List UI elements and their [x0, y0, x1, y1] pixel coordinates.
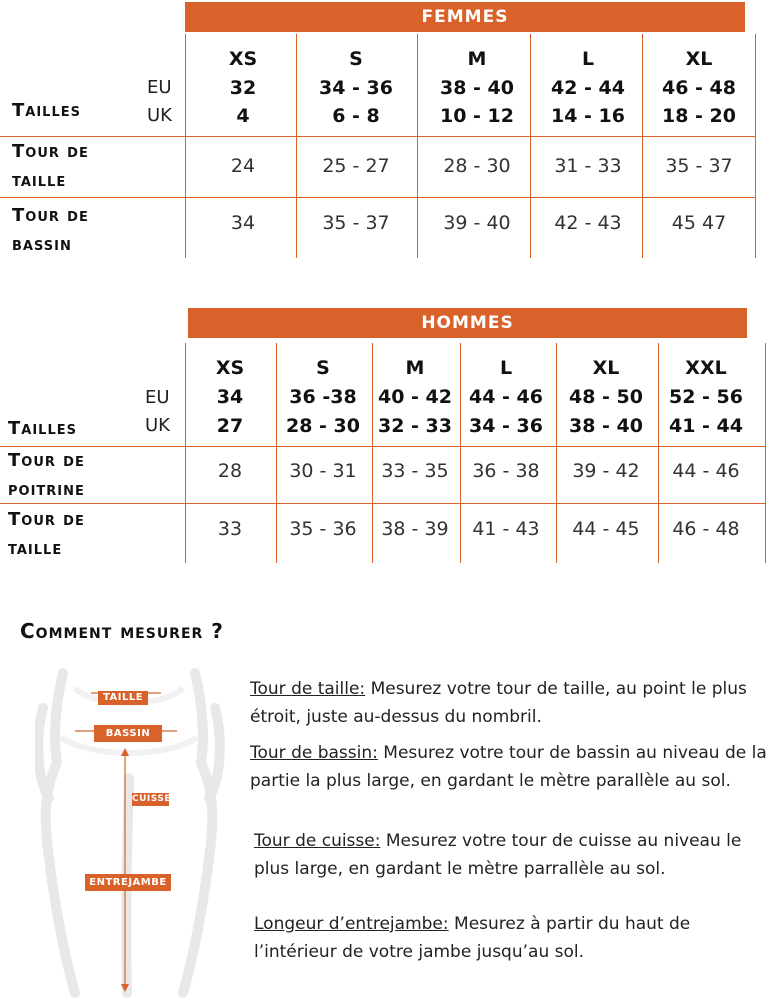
men-row2-value: 35 - 36	[289, 518, 357, 540]
women-column-divider	[530, 34, 531, 258]
women-row1-label	[12, 137, 89, 195]
men-uk-value: 34 - 36	[469, 415, 543, 437]
body-silhouette-illustration	[35, 668, 225, 998]
women-column-divider	[755, 34, 756, 258]
men-row1-value: 30 - 31	[289, 460, 357, 482]
men-row1-value: 39 - 42	[572, 460, 640, 482]
men-row2-value: 41 - 43	[472, 518, 540, 540]
men-eu-label: EU	[145, 387, 170, 408]
men-column-divider	[185, 343, 186, 563]
women-row1-value: 25 - 27	[322, 155, 390, 177]
men-column-divider	[556, 343, 557, 563]
men-row2-value: 33	[217, 518, 243, 540]
men-row1-value: 44 - 46	[672, 460, 740, 482]
men-uk-value: 41 - 44	[669, 415, 743, 437]
women-uk-value: 14 - 16	[551, 105, 625, 127]
men-row1-label	[8, 446, 85, 504]
women-row2-value: 39 - 40	[443, 212, 511, 234]
women-eu-value: 42 - 44	[551, 77, 625, 99]
howto-inseam-term: Longeur d’entrejambe:	[254, 914, 449, 934]
men-row2-label-b: taille	[8, 538, 63, 559]
women-row1-value: 31 - 33	[554, 155, 622, 177]
men-size-label: M	[405, 357, 425, 379]
men-uk-value: 38 - 40	[569, 415, 643, 437]
women-row2-label	[12, 201, 89, 259]
women-uk-label: UK	[147, 105, 172, 126]
women-banner: FEMMES	[185, 2, 745, 32]
men-eu-value: 48 - 50	[569, 386, 643, 408]
men-row2-label	[8, 505, 85, 563]
howto-title: Comment mesurer ?	[20, 619, 224, 643]
howto-inseam-text	[254, 910, 776, 966]
men-uk-value: 27	[216, 415, 244, 437]
women-size-label: XS	[228, 48, 258, 70]
men-eu-value: 44 - 46	[469, 386, 543, 408]
men-column-divider	[765, 343, 766, 563]
men-divider-2	[0, 503, 765, 504]
men-uk-value: 28 - 30	[286, 415, 360, 437]
women-uk-value: 10 - 12	[440, 105, 514, 127]
women-row1-value: 35 - 37	[665, 155, 733, 177]
women-column-divider	[296, 34, 297, 258]
howto-thigh-term: Tour de cuisse:	[254, 831, 381, 851]
men-row1-value: 36 - 38	[472, 460, 540, 482]
howto-waist-desc: Mesurez votre tour de taille, au point le plus étroit, juste au-dessus du nombril.	[250, 679, 747, 727]
men-eu-value: 52 - 56	[669, 386, 743, 408]
women-row1-label-a: Tour de	[12, 141, 89, 162]
howto-thigh-desc: Mesurez votre tour de cuisse au niveau le plus large, en gardant le mètre parrallèle au sol.	[254, 831, 742, 879]
men-column-divider	[658, 343, 659, 563]
men-size-label: XXL	[685, 357, 727, 379]
women-tailles-label: Tailles	[12, 100, 81, 121]
tag-bassin: BASSIN	[94, 725, 162, 742]
men-row2-value: 38 - 39	[381, 518, 449, 540]
men-tailles-label: Tailles	[8, 418, 77, 439]
howto-hip-text	[250, 739, 770, 795]
women-size-label: XL	[685, 48, 713, 70]
men-uk-value: 32 - 33	[378, 415, 452, 437]
men-size-label: XL	[592, 357, 620, 379]
howto-inseam-desc: Mesurez à partir du haut de l’intérieur de votre jambe jusqu’au sol.	[254, 914, 691, 962]
men-uk-label: UK	[145, 415, 170, 436]
women-column-divider	[185, 34, 186, 258]
tag-entrejambe: ENTREJAMBE	[85, 874, 171, 891]
women-size-label: S	[349, 48, 363, 70]
women-eu-label: EU	[147, 77, 172, 98]
men-size-label: L	[499, 357, 513, 379]
women-uk-value: 4	[236, 105, 250, 127]
howto-waist-term: Tour de taille:	[250, 679, 366, 699]
men-divider-1	[0, 446, 765, 447]
women-row1-value: 28 - 30	[443, 155, 511, 177]
men-row1-value: 33 - 35	[381, 460, 449, 482]
men-column-divider	[460, 343, 461, 563]
women-uk-value: 6 - 8	[332, 105, 380, 127]
women-row2-value: 34	[230, 212, 256, 234]
women-row2-value: 35 - 37	[322, 212, 390, 234]
women-divider-2	[0, 197, 755, 198]
women-eu-value: 38 - 40	[440, 77, 514, 99]
women-size-label: L	[581, 48, 595, 70]
men-eu-value: 40 - 42	[378, 386, 452, 408]
women-eu-value: 46 - 48	[662, 77, 736, 99]
men-column-divider	[276, 343, 277, 563]
women-row2-label-b: bassin	[12, 234, 72, 255]
men-row1-label-a: Tour de	[8, 450, 85, 471]
men-size-label: S	[316, 357, 330, 379]
tag-taille: TAILLE	[98, 691, 148, 705]
women-column-divider	[417, 34, 418, 258]
women-row2-value: 42 - 43	[554, 212, 622, 234]
women-eu-value: 34 - 36	[319, 77, 393, 99]
men-row2-value: 44 - 45	[572, 518, 640, 540]
men-eu-value: 34	[216, 386, 244, 408]
women-row2-value: 45 47	[671, 212, 727, 234]
tag-cuisse: CUISSE	[132, 794, 171, 804]
women-column-divider	[642, 34, 643, 258]
men-banner: HOMMES	[188, 308, 747, 338]
howto-thigh-text	[254, 827, 754, 883]
howto-hip-term: Tour de bassin:	[250, 743, 378, 763]
men-column-divider	[372, 343, 373, 563]
women-row2-label-a: Tour de	[12, 205, 89, 226]
howto-hip-desc: Mesurez votre tour de bassin au niveau de la partie la plus large, en gardant le mètre parallèle au sol.	[250, 743, 767, 791]
howto-waist-text	[250, 675, 770, 731]
women-row1-label-b: taille	[12, 170, 67, 191]
men-row1-value: 28	[217, 460, 243, 482]
women-divider-1	[0, 136, 755, 137]
women-size-label: M	[467, 48, 487, 70]
women-uk-value: 18 - 20	[662, 105, 736, 127]
men-row2-label-a: Tour de	[8, 509, 85, 530]
men-row1-label-b: poitrine	[8, 479, 85, 500]
men-size-label: XS	[215, 357, 245, 379]
men-row2-value: 46 - 48	[672, 518, 740, 540]
women-eu-value: 32	[229, 77, 257, 99]
men-eu-value: 36 -38	[289, 386, 357, 408]
women-row1-value: 24	[230, 155, 256, 177]
